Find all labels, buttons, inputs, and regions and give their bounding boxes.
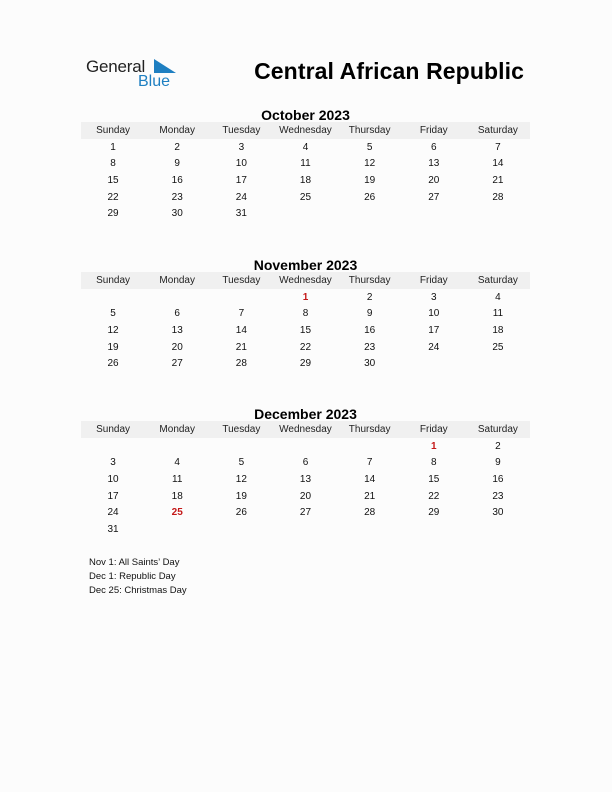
day-cell: 9	[366, 308, 373, 320]
day-cell: 28	[492, 191, 504, 203]
day-cell: 20	[299, 490, 312, 502]
day-cell: 2	[174, 141, 180, 153]
weekday-label: Wednesday	[279, 275, 332, 286]
day-cell: 2	[495, 440, 501, 452]
weekday-label: Sunday	[96, 275, 131, 286]
day-cell: 1	[302, 291, 309, 303]
day-cell: 5	[366, 141, 373, 153]
day-cell: 29	[428, 507, 440, 519]
day-cell: 11	[300, 158, 311, 170]
day-cell: 7	[495, 141, 501, 153]
day-cell: 18	[299, 174, 312, 186]
day-cell: 5	[110, 308, 116, 320]
day-cell: 18	[171, 490, 183, 502]
day-cell: 20	[428, 174, 440, 186]
day-cell: 13	[171, 324, 183, 336]
day-cell: 16	[492, 473, 504, 485]
day-cell: 14	[492, 158, 504, 170]
week-row	[81, 455, 530, 472]
country-title: Central African Republic	[254, 58, 524, 84]
day-cell: 16	[364, 324, 376, 336]
day-cell: 10	[107, 473, 119, 485]
day-cell: 15	[428, 473, 440, 485]
month-title: November 2023	[253, 257, 358, 273]
day-cell: 22	[299, 341, 312, 353]
weekday-label: Tuesday	[222, 424, 261, 435]
day-cell: 12	[107, 324, 119, 336]
day-cell: 10	[235, 158, 247, 170]
weeks-grid	[81, 139, 530, 222]
weekday-label: Thursday	[348, 424, 391, 435]
day-cell: 24	[428, 341, 440, 353]
day-cell: 27	[428, 191, 440, 203]
weeks-grid	[81, 289, 530, 372]
day-cell: 21	[364, 490, 376, 502]
day-cell: 6	[430, 141, 437, 153]
generalblue-logo	[86, 55, 186, 95]
day-cell: 21	[492, 174, 504, 186]
weekday-label: Wednesday	[279, 125, 332, 136]
day-cell: 30	[364, 358, 376, 370]
day-cell: 23	[492, 490, 504, 502]
day-cell: 27	[299, 507, 312, 519]
day-cell: 25	[171, 507, 183, 519]
day-cell: 3	[110, 457, 116, 469]
day-cell: 25	[492, 341, 504, 353]
day-cell: 9	[495, 457, 501, 469]
weekday-label: Thursday	[348, 125, 391, 136]
week-row	[81, 339, 530, 356]
day-cell: 24	[235, 191, 247, 203]
day-cell: 26	[364, 191, 376, 203]
day-cell: 2	[366, 291, 373, 303]
day-cell: 23	[364, 341, 376, 353]
day-cell: 26	[235, 507, 247, 519]
day-cell: 8	[430, 457, 437, 469]
day-cell: 3	[238, 141, 245, 153]
day-cell: 27	[171, 358, 183, 370]
day-cell: 8	[302, 308, 309, 320]
day-cell: 13	[299, 473, 312, 485]
day-cell: 16	[171, 174, 183, 186]
week-row	[81, 355, 530, 372]
day-cell: 8	[110, 158, 116, 170]
weekday-label: Friday	[419, 125, 448, 136]
day-cell: 15	[299, 324, 312, 336]
week-row	[81, 322, 530, 339]
week-row	[81, 205, 530, 222]
month-calendar-november	[81, 256, 530, 372]
weekday-label: Friday	[419, 275, 448, 286]
day-cell: 1	[430, 440, 437, 452]
day-cell: 6	[174, 308, 180, 320]
day-cell: 29	[299, 358, 312, 370]
week-row	[81, 504, 530, 521]
day-cell: 28	[364, 507, 376, 519]
day-cell: 30	[171, 208, 183, 220]
week-row	[81, 438, 530, 455]
day-cell: 12	[235, 473, 247, 485]
weekday-label: Monday	[159, 424, 195, 435]
day-cell: 30	[492, 507, 504, 519]
holiday-note: Dec 25: Christmas Day	[89, 585, 187, 596]
week-row	[81, 189, 530, 206]
day-cell: 17	[235, 174, 247, 186]
day-cell: 19	[235, 490, 247, 502]
weekday-label: Saturday	[477, 275, 518, 286]
week-row	[81, 156, 530, 173]
day-cell: 20	[171, 341, 183, 353]
week-row	[81, 488, 530, 505]
logo-flag-icon	[154, 59, 176, 73]
day-cell: 14	[364, 473, 376, 485]
day-cell: 19	[107, 341, 119, 353]
day-cell: 11	[172, 473, 183, 485]
day-cell: 5	[238, 457, 245, 469]
weekday-label: Friday	[419, 424, 448, 435]
weekday-label: Monday	[159, 125, 195, 136]
week-row	[81, 289, 530, 306]
day-cell: 11	[492, 308, 504, 320]
weekday-label: Tuesday	[222, 275, 261, 286]
day-cell: 17	[428, 324, 440, 336]
weekday-label: Tuesday	[222, 125, 261, 136]
day-cell: 26	[107, 358, 119, 370]
day-cell: 10	[428, 308, 440, 320]
day-cell: 25	[299, 191, 312, 203]
weeks-grid	[81, 438, 530, 538]
week-row	[81, 521, 530, 538]
day-cell: 18	[492, 324, 504, 336]
day-cell: 4	[174, 457, 180, 469]
day-cell: 4	[302, 141, 309, 153]
day-cell: 22	[107, 191, 119, 203]
weekday-header-row	[81, 272, 530, 289]
holiday-notes	[89, 556, 187, 598]
day-cell: 4	[495, 291, 501, 303]
weekday-label: Saturday	[477, 424, 518, 435]
weekday-label: Sunday	[96, 424, 131, 435]
logo-general-text: General	[86, 57, 146, 76]
holiday-note: Nov 1: All Saints’ Day	[89, 557, 180, 568]
month-calendar-december	[81, 405, 530, 538]
week-row	[81, 306, 530, 323]
day-cell: 19	[364, 174, 376, 186]
day-cell: 13	[428, 158, 440, 170]
day-cell: 28	[235, 358, 247, 370]
day-cell: 29	[107, 208, 119, 220]
week-row	[81, 139, 530, 156]
day-cell: 3	[430, 291, 437, 303]
day-cell: 24	[107, 507, 119, 519]
weekday-header-row	[81, 421, 530, 438]
weekday-label: Thursday	[348, 275, 391, 286]
day-cell: 31	[235, 208, 247, 220]
day-cell: 7	[366, 457, 373, 469]
weekday-label: Monday	[159, 275, 195, 286]
day-cell: 9	[174, 158, 180, 170]
day-cell: 12	[364, 158, 376, 170]
day-cell: 22	[428, 490, 440, 502]
weekday-label: Sunday	[96, 125, 131, 136]
day-cell: 23	[171, 191, 183, 203]
week-row	[81, 172, 530, 189]
logo-blue-text: Blue	[138, 73, 171, 90]
day-cell: 21	[235, 341, 247, 353]
week-row	[81, 471, 530, 488]
day-cell: 14	[235, 324, 247, 336]
weekday-label: Saturday	[477, 125, 518, 136]
month-calendar-october	[81, 106, 530, 222]
day-cell: 31	[107, 523, 119, 535]
day-cell: 15	[107, 174, 119, 186]
day-cell: 7	[238, 308, 245, 320]
weekday-header-row	[81, 122, 530, 139]
day-cell: 1	[110, 141, 116, 153]
day-cell: 17	[107, 490, 119, 502]
month-title: October 2023	[261, 107, 350, 123]
weekday-label: Wednesday	[279, 424, 332, 435]
month-title: December 2023	[254, 406, 357, 422]
day-cell: 6	[302, 457, 309, 469]
holiday-note: Dec 1: Republic Day	[89, 571, 176, 582]
